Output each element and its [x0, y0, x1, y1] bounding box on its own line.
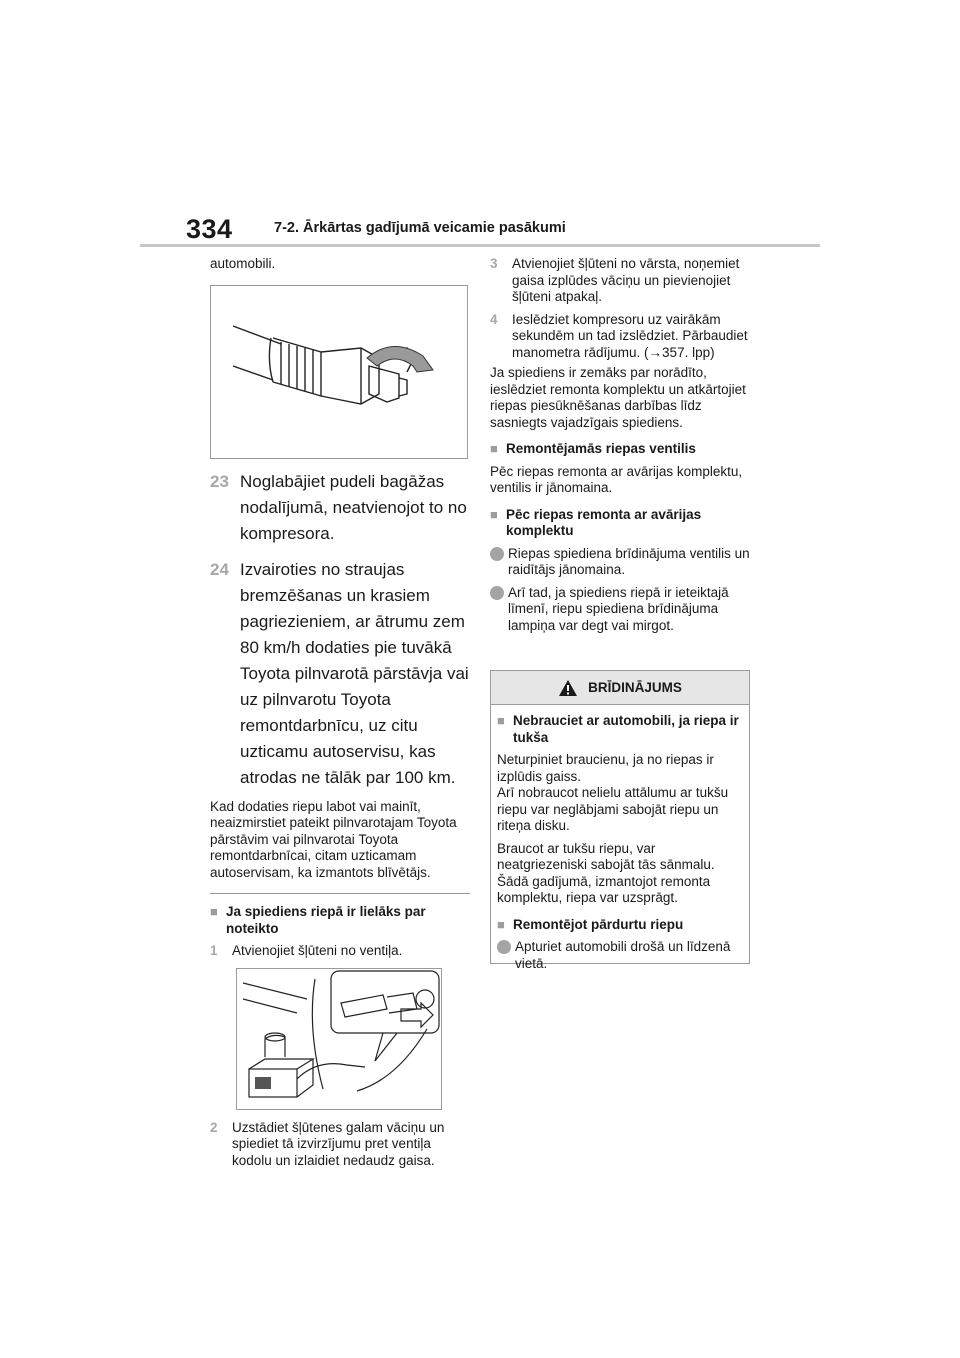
note-text: Kad dodaties riepu labot vai mainīt, neaizmirstiet pateikt pilnvarotajam Toyota pārstāvim vai pilnvarotai Toyota remontdarbnīcai, citam uzticamam autoservisam, ka izmantots blīvētājs.: [210, 798, 457, 880]
step-24-text: Izvairoties no straujas bremzēšanas un krasiem pagriezieniem, ar ātrumu zem 80 km/h dodaties pie tuvākā Toyota pilnvarotā pārstāvja vai uz pilnvarotu Toyota remontdarbnīcu, uz citu uzticamu autoservisu, kas atrodas ne tālāk par 100 km.: [240, 559, 469, 787]
round-bullet-icon: [490, 547, 504, 561]
step-1-text: Atvienojiet šļūteni no ventiļa.: [232, 943, 403, 958]
intro-text: automobili.: [210, 256, 276, 271]
heading-valve: [490, 441, 752, 458]
right-column: [490, 256, 752, 634]
heading-after-repair: [490, 507, 752, 540]
bullet-1-text: Riepas spiediena brīdinājuma ventilis un raidītājs jānomaina.: [508, 545, 750, 577]
hose-cap-figure: [210, 285, 468, 459]
step-1: [210, 943, 470, 960]
square-bullet-icon: ■: [497, 916, 505, 932]
warning-header: [491, 671, 749, 705]
step-4-number: 4: [490, 311, 498, 327]
warning-heading-puncture: [497, 917, 743, 934]
step-2: [210, 1120, 470, 1170]
warning-bullet-1-text: Apturiet automobili drošā un līdzenā vietā.: [515, 939, 731, 971]
warning-paragraph-2: Arī nobraucot nelielu attālumu ar tukšu riepu var neglābjami sabojāt riepu un riteņa disku.: [497, 785, 729, 833]
hose-cap-illustration: [211, 286, 467, 458]
round-bullet-icon: [490, 586, 504, 600]
left-column: [210, 256, 470, 1169]
step-3-text: Atvienojiet šļūteni no vārsta, noņemiet gaisa izplūdes vāciņu un pievienojiet šļūteni atpakaļ.: [512, 256, 740, 304]
bullet-2: [490, 585, 752, 635]
warning-paragraph-1: Neturpiniet braucienu, ja no riepas ir izplūdis gaiss.: [497, 752, 714, 784]
valve-paragraph: Pēc riepas remonta ar avārijas komplektu, ventilis ir jānomaina.: [490, 463, 743, 495]
square-bullet-icon: ■: [490, 441, 498, 456]
bullet-1: [490, 546, 752, 579]
warning-bullet-1: [497, 939, 743, 972]
section-title: 7-2. Ārkārtas gadījumā veicamie pasākumi: [274, 220, 566, 236]
warning-title: BRĪDINĀJUMS: [588, 680, 682, 695]
step-3-number: 3: [490, 256, 498, 271]
step-24-number: 24: [210, 559, 229, 579]
warning-heading-puncture-text: Remontējot pārdurtu riepu: [513, 916, 684, 932]
heading-valve-text: Remontējamās riepas ventilis: [506, 441, 696, 456]
warning-heading-flat-tire-text: Nebrauciet ar automobili, ja riepa ir tukša: [513, 713, 739, 745]
step-2-text: Uzstādiet šļūtenes galam vāciņu un spiediet tā izvirzījumu pret ventiļa kodolu un izlaidiet nedaudz gaisa.: [232, 1119, 445, 1168]
step-24: [210, 557, 470, 791]
header-rule: [140, 244, 820, 247]
low-pressure-paragraph: Ja spiediens ir zemāks par norādīto, ieslēdziet remonta komplektu un atkārtojiet riepas piesūknēšanas darbības līdz sasniegts vajadzīgais spiediens.: [490, 365, 746, 430]
square-bullet-icon: ■: [490, 506, 498, 522]
warning-heading-flat-tire: [497, 713, 743, 746]
warning-box: [490, 670, 750, 971]
heading-after-repair-text: Pēc riepas remonta ar avārijas komplektu: [506, 506, 702, 538]
step-2-number: 2: [210, 1119, 218, 1135]
compressor-valve-illustration: [237, 969, 441, 1109]
compressor-valve-figure: [236, 968, 442, 1110]
bullet-2-text: Arī tad, ja spiediens riepā ir ieteiktajā līmenī, riepu spiediena brīdinājuma lampiņa var degt vai mirgot.: [508, 584, 729, 633]
step-4: [490, 312, 752, 362]
step-1-number: 1: [210, 943, 218, 958]
step-3: [490, 256, 752, 306]
warning-body: [491, 705, 749, 972]
heading-high-pressure: [210, 904, 470, 937]
section-divider: [210, 893, 470, 894]
round-bullet-icon: [497, 940, 511, 954]
warning-triangle-icon: [558, 679, 578, 697]
step-4-text: Ieslēdziet kompresoru uz vairākām sekundēm un tad izslēdziet. Pārbaudiet manometra rādījumu. (→357. lpp): [512, 311, 748, 360]
step-23: [210, 469, 470, 547]
heading-high-pressure-text: Ja spiediens riepā ir lielāks par noteikto: [226, 904, 426, 936]
warning-paragraph-3: Braucot ar tukšu riepu, var neatgriezeniski sabojāt tās sānmalu. Šādā gadījumā, izmantojot remonta komplektu, riepa var uzsprāgt.: [497, 840, 715, 905]
square-bullet-icon: ■: [210, 904, 218, 919]
square-bullet-icon: ■: [497, 713, 505, 728]
step-23-number: 23: [210, 471, 229, 491]
step-23-text: Noglabājiet pudeli bagāžas nodalījumā, neatvienojot to no kompresora.: [240, 471, 467, 543]
page-number: 334: [186, 214, 233, 244]
